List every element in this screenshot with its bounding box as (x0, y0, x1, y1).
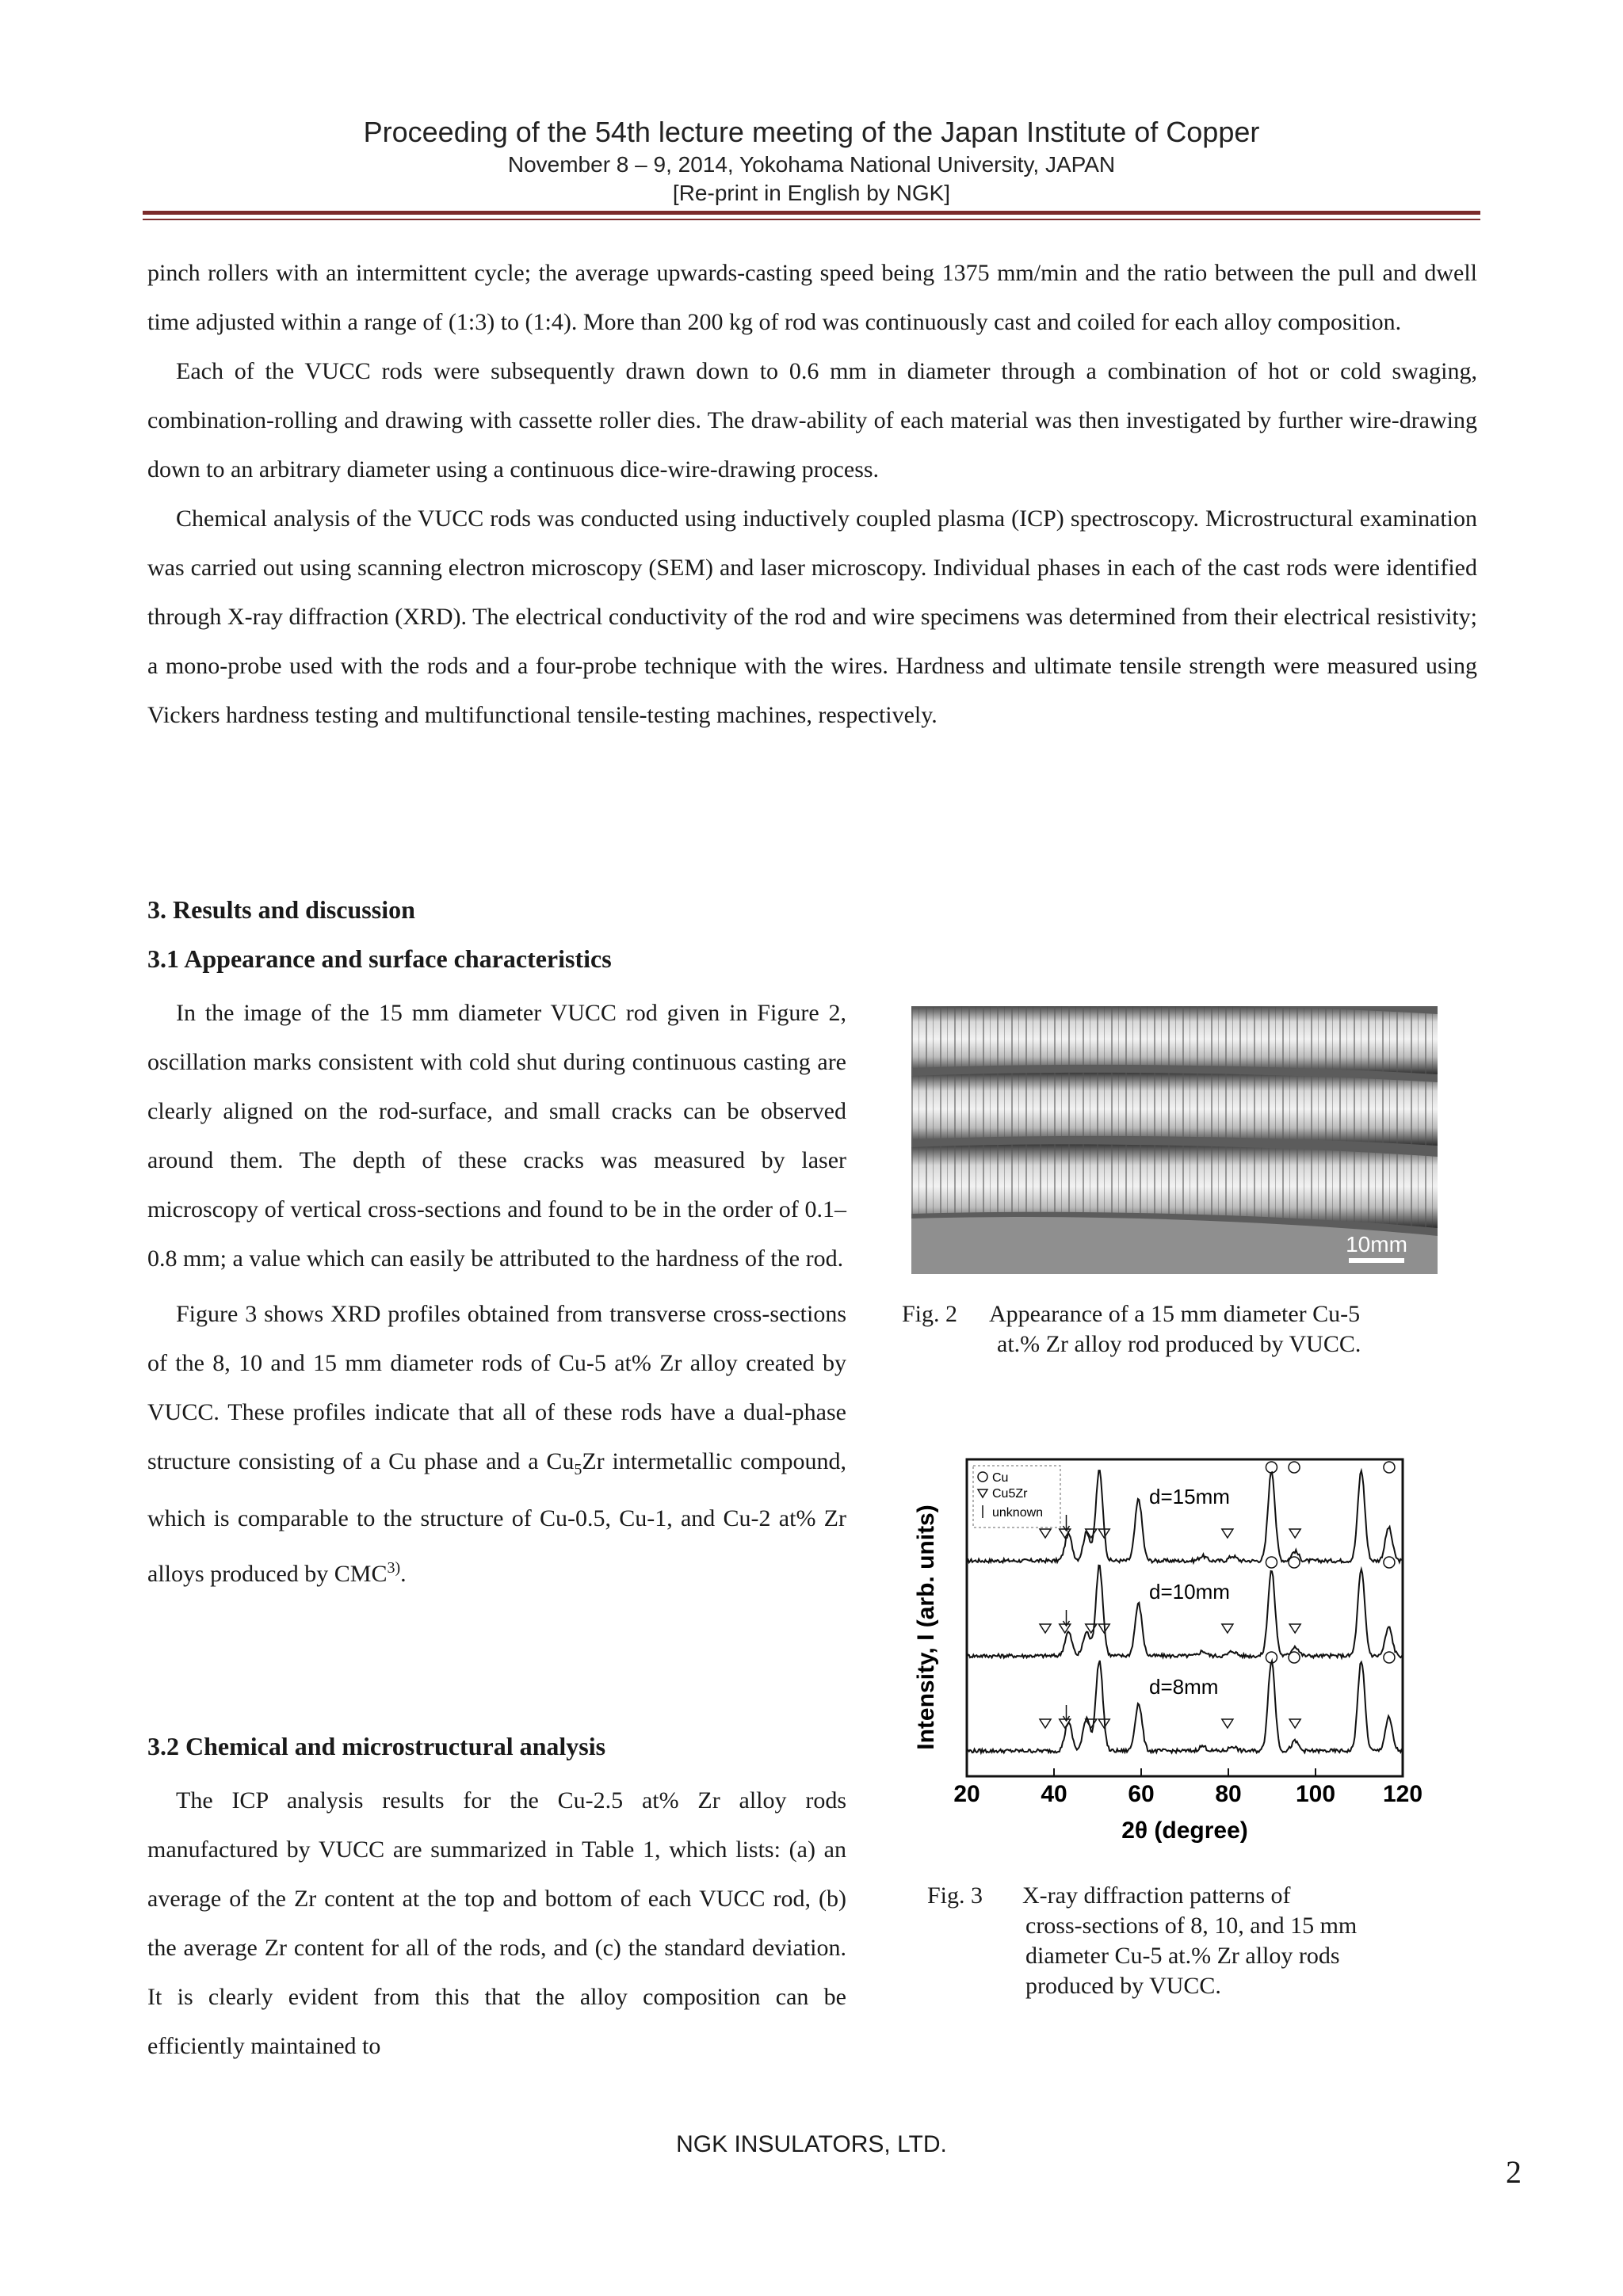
legend-cu5zr-marker (978, 1489, 987, 1497)
meeting-date: November 8 – 9, 2014, Yokohama National University, JAPAN (507, 152, 1116, 177)
cu5zr-peak-marker (1040, 1529, 1051, 1538)
legend-unknown: unknown (992, 1506, 1044, 1520)
left-column-3-2 (147, 1776, 846, 2071)
fig3-label: Fig. 3 (927, 1882, 983, 1909)
fig3-caption-line3: diameter Cu-5 at.% Zr alloy rods (1025, 1943, 1340, 1969)
paragraph-analysis: Chemical analysis of the VUCC rods was conducted using inductively coupled plasma (ICP) spectroscopy. Microstructural examination was carried out using scanning electron microscopy (SEM) and laser microscopy. Individual phases in each of the cast rods were identified through X-ray diffraction (XRD). The electrical conductivity of the rod and wire specimens was determined from their electrical resistivity; a mono-probe used with the rods and a four-probe technique with the wires. Hardness and ultimate tensile strength were measured using Vickers hardness testing and multifunctional tensile-testing machines, respectively. (147, 505, 1477, 728)
scale-bar-label: 10mm (1346, 1232, 1407, 1257)
series-label: d=8mm (1149, 1675, 1219, 1699)
fig2-label: Fig. 2 (902, 1301, 958, 1327)
unknown-peak-marker (1064, 1705, 1070, 1721)
series-label: d=10mm (1149, 1580, 1230, 1604)
fig3-caption-line1: X-ray diffraction patterns of (1022, 1882, 1291, 1909)
cu5zr-peak-marker (1040, 1719, 1051, 1728)
cu-peak-marker (1266, 1462, 1277, 1473)
series-label: d=15mm (1149, 1485, 1230, 1508)
proceeding-title: Proceeding of the 54th lecture meeting of the Japan Institute of Copper (363, 116, 1260, 148)
fig2-caption (902, 1299, 1361, 1360)
x-tick-label: 20 (953, 1781, 980, 1807)
legend-cu5zr: Cu5Zr (992, 1487, 1028, 1501)
x-ticks (953, 1768, 1423, 1807)
x-tick-label: 80 (1215, 1781, 1242, 1807)
header-rule-thick (143, 211, 1480, 215)
page-number: 2 (1506, 2154, 1522, 2190)
cu-peak-marker (1266, 1557, 1277, 1568)
section-heading: 3. Results and discussion (147, 895, 415, 924)
subsection-heading-3-2: 3.2 Chemical and microstructural analysis (147, 1732, 606, 1760)
cu5zr-peak-marker (1086, 1719, 1097, 1728)
xrd-chart (911, 1442, 1426, 1854)
x-tick-label: 120 (1382, 1781, 1423, 1807)
scale-bar (1349, 1258, 1404, 1263)
cu5-subscript: 5 (574, 1461, 582, 1478)
cu5zr-peak-marker (1222, 1624, 1233, 1633)
left-column-3-1 (147, 989, 846, 1599)
cu5zr-peak-marker (1289, 1624, 1300, 1633)
reference-3: 3) (387, 1559, 401, 1577)
rod-photo-svg (911, 1006, 1438, 1274)
cu5zr-peak-marker (1289, 1719, 1300, 1728)
legend-cu: Cu (992, 1471, 1009, 1485)
cu5zr-peak-marker (1289, 1529, 1300, 1538)
y-axis-label: Intensity, I (arb. units) (913, 1505, 939, 1750)
cu-peak-marker (1384, 1557, 1395, 1568)
paragraph-drawing: Each of the VUCC rods were subsequently drawn down to 0.6 mm in diameter through a combination of hot or cold swaging, combination-rolling and drawing with cassette roller dies. The draw-ability of each material was then investigated by further wire-drawing down to an arbitrary diameter using a continuous dice-wire-drawing process. (147, 358, 1477, 482)
cu5zr-peak-marker (1222, 1719, 1233, 1728)
fig2-caption-line2: at.% Zr alloy rod produced by VUCC. (997, 1331, 1361, 1357)
cu-peak-marker (1289, 1652, 1300, 1663)
legend-cu-marker (978, 1472, 987, 1482)
cu-peak-marker (1384, 1652, 1395, 1663)
series-labels (1149, 1485, 1230, 1699)
x-tick-label: 60 (1128, 1781, 1155, 1807)
paragraph-fig2: In the image of the 15 mm diameter VUCC rod given in Figure 2, oscillation marks consistent with cold shut during continuous casting are clearly aligned on the rod-surface, and small cracks can be observed around them. The depth of these cracks was measured by laser microscopy of vertical cross-sections and found to be in the order of 0.1–0.8 mm; a value which can easily be attributed to the hardness of the rod. (147, 1000, 846, 1272)
rod-upper (911, 1006, 1438, 1074)
fig2-caption-line1: Appearance of a 15 mm diameter Cu-5 (989, 1301, 1361, 1327)
legend (973, 1466, 1060, 1527)
xrd-text-a: Figure 3 shows XRD profiles obtained from transverse cross-sections of the 8, 10 and 15 mm diameter rods of Cu-5 at% Zr alloy created by VUCC. These profiles indicate that all of these rods have a dual-phase structure consisting of a Cu phase and a Cu (147, 1301, 846, 1474)
xrd-text-b: Zr intermetallic compound, which is comparable to the structure of Cu-0.5, Cu-1, and Cu-2 at% Zr alloys produced by CMC (147, 1448, 846, 1587)
fig3-caption-line4: produced by VUCC. (1025, 1973, 1221, 1999)
unknown-peak-marker (1064, 1610, 1070, 1626)
x-tick-label: 40 (1041, 1781, 1067, 1807)
x-axis-label: 2θ (degree) (1121, 1817, 1248, 1844)
rod-photograph (911, 1006, 1438, 1274)
fig3-caption-line2: cross-sections of 8, 10, and 15 mm (1025, 1913, 1358, 1939)
x-tick-label: 100 (1295, 1781, 1336, 1807)
cu5zr-peak-marker (1040, 1624, 1051, 1633)
cu-peak-marker (1384, 1462, 1395, 1473)
reprint-note: [Re-print in English by NGK] (672, 181, 951, 205)
paragraph-casting: pinch rollers with an intermittent cycle; the average upwards-casting speed being 1375 mm/min and the ratio between the pull and dwell time adjusted within a range of (1:3) to (1:4). More than 200 kg of rod was continuously cast and coiled for each alloy composition. (147, 260, 1477, 335)
cu-peak-marker (1289, 1557, 1300, 1568)
header-rule-thin (143, 219, 1480, 220)
paragraph-fig3 (147, 1290, 846, 1599)
cu5zr-peak-marker (1222, 1529, 1233, 1538)
rod-middle (911, 1073, 1438, 1146)
subsection-heading-3-1: 3.1 Appearance and surface characteristics (147, 944, 612, 973)
paragraph-icp: The ICP analysis results for the Cu-2.5 at% Zr alloy rods manufactured by VUCC are summarized in Table 1, which lists: (a) an average of the Zr content at the top and bottom of each VUCC rod, (b) the average Zr content for all of the rods, and (c) the standard deviation. It is clearly evident from this that the alloy composition can be efficiently maintained to (147, 1787, 846, 2059)
footer-company: NGK INSULATORS, LTD. (676, 2131, 947, 2157)
fig3-caption (927, 1881, 1357, 2001)
intro-text (147, 249, 1477, 740)
xrd-text-c: . (400, 1561, 407, 1587)
cu-peak-marker (1289, 1462, 1300, 1473)
unknown-peak-marker (1064, 1515, 1070, 1531)
